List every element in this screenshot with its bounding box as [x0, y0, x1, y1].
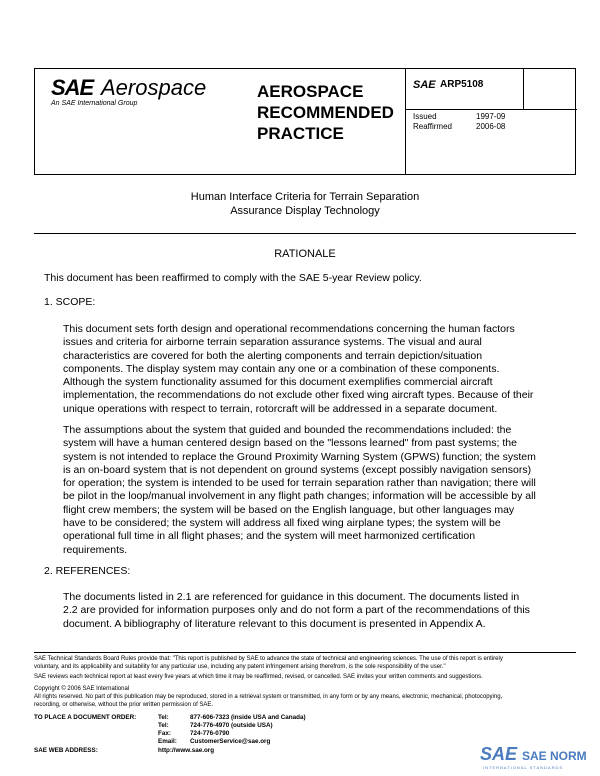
document-header: [34, 68, 576, 175]
date-values: 1997-09 2006-08: [476, 112, 506, 131]
document-type: AEROSPACE RECOMMENDED PRACTICE: [257, 82, 394, 143]
web-address[interactable]: http://www.sae.org: [158, 747, 215, 754]
header-divider: [405, 69, 406, 174]
sae-small-logo: SAE: [413, 79, 436, 91]
web-label: SAE WEB ADDRESS:: [34, 747, 98, 754]
order-label: TO PLACE A DOCUMENT ORDER:: [34, 714, 137, 721]
logo-subtitle: An SAE International Group: [51, 100, 138, 107]
rationale-heading: RATIONALE: [274, 248, 336, 260]
sae-logo: SAE: [51, 75, 94, 100]
contact-values: 877-606-7323 (inside USA and Canada) 724-776-4970 (outside USA) 724-776-0790 CustomerService@sae.org: [190, 714, 306, 745]
footer-copyright: Copyright © 2006 SAE International: [34, 686, 130, 692]
sae-norm-stamp-logo: SAE: [480, 744, 518, 764]
contact-labels: Tel: Tel: Fax: Email:: [158, 714, 177, 745]
sae-norm-stamp-text: SAE NORM: [522, 749, 587, 763]
header-divider: [405, 109, 577, 110]
footer-rules: SAE Technical Standards Board Rules provide that: "This report is published by SAE to advance the state of technical and engineering sciences. The use of this report is entirely voluntary, and its applicability and suitability for any particular use, including any patent infringement arising therefrom, is the sole responsibility of the user.": [34, 656, 503, 670]
divider: [34, 652, 576, 653]
document-number: ARP5108: [440, 79, 484, 90]
document-title: Human Interface Criteria for Terrain Separation Assurance Display Technology: [190, 191, 420, 217]
sae-norm-stamp-sub: INTERNATIONAL STANDARDS: [483, 765, 564, 770]
rationale-text: This document has been reaffirmed to comply with the SAE 5-year Review policy.: [44, 272, 422, 284]
date-labels: Issued Reaffirmed: [413, 112, 452, 131]
scope-heading: 1. SCOPE:: [44, 296, 96, 308]
footer-rights: All rights reserved. No part of this publication may be reproduced, stored in a retrieval system or transmitted, in any form or by any means, electronic, mechanical, photocopying, recording, or otherwise, without the prior written permission of SAE.: [34, 694, 503, 708]
divider: [34, 233, 576, 234]
scope-paragraph-2: The assumptions about the system that guided and bounded the recommendations included: the system will have a human centered design based on the "lessons learned" from past systems; the system is not intended to replace the Ground Proximity Warning System (GPWS) function; the system is an on-board system that is not dependent on ground systems (except possibly navigation sensors) for operation; the system is intended to be used for terrain separation rather than navigation; there will be pilot in the loop/manual involvement in any flight path changes; information will be accessible by all flight crew members; the system will be based on the English language, but other languages may have to be considered; the system will address all fixed wing airplane types; the system will be operational full time in all flight phases; and the system will meet harmonized certification requirements.: [63, 424, 536, 556]
header-divider: [523, 69, 524, 109]
scope-paragraph-1: This document sets forth design and operational recommendations concerning the human factors issues and criteria for airborne terrain separation assurance systems. The visual and aural characteristics are covered for both the alerting components and terrain depiction/situation components. The display system may contain any one or a combination of these components. Although the system functionality assumed for this document exemplifies commercial aircraft implementation, the recommendations do not exclude other fixed wing aircraft types. Because of their unique operations with respect to terrain, rotorcraft will be addressed in a separate document.: [63, 323, 534, 415]
footer-review: SAE reviews each technical report at least every five years at which time it may be reaffirmed, revised, or cancelled. SAE invites your written comments and suggestions.: [34, 674, 483, 680]
references-paragraph: The documents listed in 2.1 are referenced for guidance in this document. The documents listed in 2.2 are provided for information purposes only and do not form a part of the recommendations of this document. A bibliography of literature relevant to this document is presented in Appendix A.: [63, 591, 530, 630]
references-heading: 2. REFERENCES:: [44, 565, 131, 577]
aerospace-logo-text: Aerospace: [101, 75, 207, 100]
